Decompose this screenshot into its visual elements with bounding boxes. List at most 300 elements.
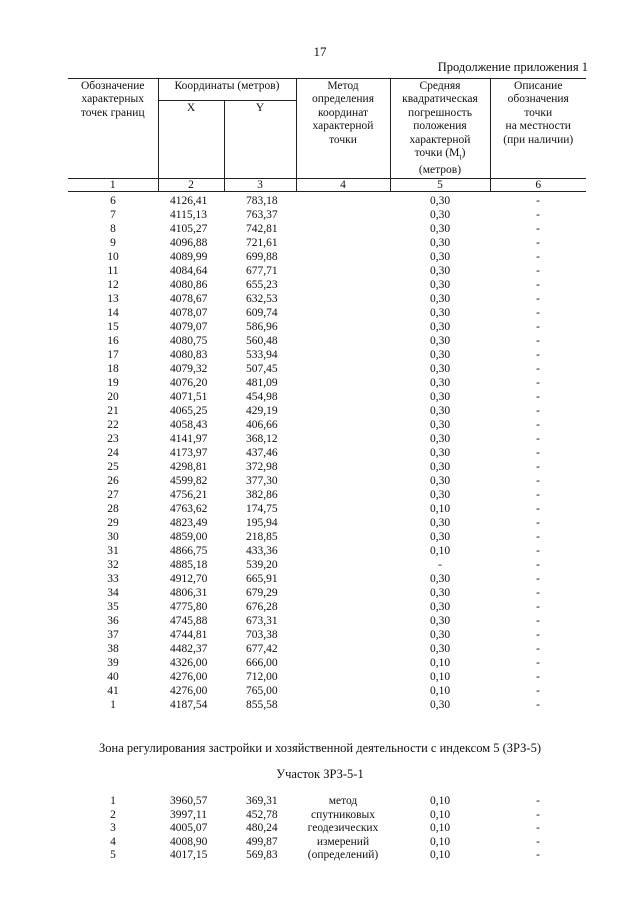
coord-y: 195,94 [246,517,278,530]
accuracy: 0,10 [429,503,451,516]
accuracy: 0,30 [429,643,451,656]
plot-coordinates-table [68,795,586,863]
description: - [536,601,540,614]
coord-x: 4806,31 [170,587,208,600]
description: - [536,587,540,600]
coord-y: 377,30 [246,475,278,488]
description: - [536,475,540,488]
description: - [536,573,540,586]
method-cell [296,362,390,376]
point-number: 10 [107,251,119,264]
point-number: 27 [107,489,119,502]
table-row [68,362,586,376]
accuracy: 0,10 [429,657,451,670]
accuracy: 0,30 [429,447,451,460]
table-row [68,849,586,863]
coord-x: 4763,62 [170,503,208,516]
coord-x: 4079,07 [170,321,208,334]
coord-x: 4105,27 [170,223,208,236]
coord-y: 481,09 [246,377,278,390]
accuracy: 0,30 [429,601,451,614]
accuracy: 0,30 [429,251,451,264]
description: - [536,699,540,712]
table-row [68,404,586,418]
coord-y: 632,53 [246,293,278,306]
accuracy: 0,30 [429,377,451,390]
point-number: 18 [107,363,119,376]
point-number: 41 [107,685,119,698]
coord-x: 4089,99 [170,251,208,264]
description: - [536,671,540,684]
coord-y: 783,18 [246,195,278,208]
coord-x: 4298,81 [170,461,208,474]
point-number: 25 [107,461,119,474]
coord-x: 4745,88 [170,615,208,628]
coord-y: 480,24 [246,822,278,835]
point-number: 14 [107,307,119,320]
description: - [536,489,540,502]
point-number: 40 [107,671,119,684]
description: - [536,251,540,264]
method: (определений) [307,849,379,862]
coord-y: 174,75 [246,503,278,516]
point-number: 3 [110,822,116,835]
method-cell [296,320,390,334]
method-cell [296,292,390,306]
coord-x: 4482,37 [170,643,208,656]
accuracy: 0,30 [429,419,451,432]
coord-y: 499,87 [246,835,278,848]
table-row [68,222,586,236]
coord-x: 4080,86 [170,279,208,292]
description: - [536,559,540,572]
method-cell [296,586,390,600]
method-cell [296,488,390,502]
accuracy: 0,30 [429,321,451,334]
method-cell [296,544,390,558]
coord-y: 763,37 [246,209,278,222]
accuracy: 0,10 [429,795,451,807]
coord-x: 4859,00 [170,531,208,544]
table-row [68,264,586,278]
col-number: 2 [158,179,224,192]
method-cell [296,460,390,474]
coord-x: 4115,13 [170,209,207,222]
accuracy: 0,30 [429,615,451,628]
coord-y: 539,20 [246,559,278,572]
point-number: 28 [107,503,119,516]
point-number: 2 [110,808,116,821]
coord-x: 4173,97 [170,447,208,460]
method-cell [296,530,390,544]
col-number: 3 [224,179,296,192]
description: - [536,503,540,516]
plot-coordinates-table-body [68,795,586,863]
point-number: 36 [107,615,119,628]
coord-y: 372,98 [246,461,278,474]
accuracy: 0,30 [429,223,451,236]
description: - [536,808,540,821]
method-cell [296,684,390,698]
accuracy: - [438,559,442,572]
coord-y: 433,36 [246,545,278,558]
col-number: 5 [390,179,490,192]
point-number: 32 [107,559,119,572]
point-number: 1 [110,795,116,807]
coord-y: 454,98 [246,391,278,404]
table-row [68,684,586,698]
point-number: 39 [107,657,119,670]
description: - [536,335,540,348]
table-row [68,390,586,404]
accuracy: 0,30 [429,517,451,530]
coord-y: 673,31 [246,615,278,628]
coord-x: 4276,00 [170,685,208,698]
table-row [68,656,586,670]
coord-y: 507,45 [246,363,278,376]
coord-x: 4008,90 [170,835,208,848]
coord-x: 4756,21 [170,489,208,502]
coord-x: 4084,64 [170,265,208,278]
method-cell [296,264,390,278]
point-number: 34 [107,587,119,600]
coord-x: 4912,70 [170,573,208,586]
accuracy: 0,10 [429,545,451,558]
coord-x: 3960,57 [170,795,208,807]
accuracy: 0,30 [429,349,451,362]
description: - [536,517,540,530]
coord-x: 4078,07 [170,307,208,320]
header-accuracy: Средняя квадратическая погрешность положения характерной точки $(M_t)$ (метров) [390,79,490,179]
coord-x: 4058,43 [170,419,208,432]
point-number: 5 [110,849,116,862]
table-row [68,460,586,474]
point-number: 12 [107,279,119,292]
accuracy: 0,10 [429,822,451,835]
point-number: 23 [107,433,119,446]
coord-y: 676,28 [246,601,278,614]
method: метод [328,795,358,807]
point-number: 9 [110,237,116,250]
table-row [68,418,586,432]
method-cell [296,670,390,684]
point-number: 24 [107,447,119,460]
coord-x: 4126,41 [170,195,208,208]
method-cell [296,250,390,264]
description: - [536,461,540,474]
coordinates-table-body [68,192,586,713]
coord-x: 4071,51 [170,391,208,404]
method-cell [296,278,390,292]
point-number: 1 [110,699,116,712]
accuracy: 0,30 [429,391,451,404]
accuracy: 0,30 [429,265,451,278]
point-number: 31 [107,545,119,558]
method-cell [296,446,390,460]
coord-y: 677,42 [246,643,278,656]
point-number: 26 [107,475,119,488]
method-cell [296,208,390,222]
method-cell [296,390,390,404]
method-cell [296,614,390,628]
header-point-designation: Обозначение характерных точек границ [68,79,158,179]
table-row [68,432,586,446]
accuracy: 0,10 [429,808,451,821]
method-cell [296,628,390,642]
header-x: X [158,101,224,179]
page-number: 17 [313,44,327,59]
table-row [68,502,586,516]
column-numbers-row [68,179,586,192]
accuracy: 0,10 [429,671,451,684]
table-row [68,642,586,656]
table-row [68,558,586,572]
description: - [536,279,540,292]
method-cell [296,600,390,614]
point-number: 29 [107,517,119,530]
method-cell [296,418,390,432]
coord-y: 533,94 [246,349,278,362]
table-row [68,250,586,264]
coord-y: 369,31 [246,795,278,807]
table-row [68,698,586,712]
description: - [536,321,540,334]
method-cell [296,432,390,446]
coord-y: 406,66 [246,419,278,432]
accuracy: 0,30 [429,433,451,446]
coord-x: 4080,75 [170,335,208,348]
accuracy: 0,30 [429,279,451,292]
table-row [68,278,586,292]
coord-x: 3997,11 [170,808,207,821]
accuracy: 0,30 [429,489,451,502]
description: - [536,405,540,418]
point-number: 21 [107,405,119,418]
method-cell [296,222,390,236]
point-number: 33 [107,573,119,586]
point-number: 19 [107,377,119,390]
coord-x: 4080,83 [170,349,208,362]
point-number: 8 [110,223,116,236]
col-number: 4 [296,179,390,192]
coord-y: 721,61 [246,237,278,250]
description: - [536,377,540,390]
point-number: 11 [107,265,119,278]
accuracy: 0,30 [429,195,451,208]
coord-x: 4885,18 [170,559,208,572]
accuracy: 0,10 [429,849,451,862]
accuracy: 0,30 [429,699,451,712]
description: - [536,265,540,278]
accuracy: 0,30 [429,531,451,544]
method-cell [296,572,390,586]
coord-y: 382,86 [246,489,278,502]
coord-y: 452,78 [246,808,278,821]
col-number: 6 [490,179,586,192]
point-number: 4 [110,835,116,848]
point-number: 30 [107,531,119,544]
coord-y: 677,71 [246,265,278,278]
coord-y: 218,85 [246,531,278,544]
description: - [536,307,540,320]
coordinates-table [68,78,586,712]
coord-x: 4076,20 [170,377,208,390]
coord-y: 699,88 [246,251,278,264]
coord-x: 4187,54 [170,699,208,712]
header-row [68,79,586,101]
table-row [68,836,586,850]
table-row [68,292,586,306]
coord-y: 679,29 [246,587,278,600]
description: - [536,419,540,432]
method-cell [296,698,390,712]
table-row [68,572,586,586]
table-row [68,376,586,390]
description: - [536,615,540,628]
coord-y: 765,00 [246,685,278,698]
description: - [536,237,540,250]
coord-y: 655,23 [246,279,278,292]
accuracy: 0,30 [429,307,451,320]
coord-y: 569,83 [246,849,278,862]
point-number: 38 [107,643,119,656]
method-cell [296,502,390,516]
table-row [68,306,586,320]
point-number: 6 [110,195,116,208]
header-method: Метод определения координат характерной точки [296,79,390,179]
accuracy: 0,30 [429,461,451,474]
coord-y: 855,58 [246,699,278,712]
table-row [68,614,586,628]
method-cell [296,348,390,362]
description: - [536,209,540,222]
plot-title: Участок ЗРЗ-5-1 [276,767,364,781]
method-cell [296,192,390,209]
coord-x: 4079,32 [170,363,208,376]
accuracy: 0,30 [429,237,451,250]
method-cell [296,404,390,418]
method-cell [296,236,390,250]
table-row [68,446,586,460]
point-number: 7 [110,209,116,222]
table-row [68,208,586,222]
coord-y: 586,96 [246,321,278,334]
table-row [68,236,586,250]
accuracy: 0,30 [429,405,451,418]
accuracy: 0,10 [429,685,451,698]
description: - [536,643,540,656]
table-row [68,822,586,836]
table-row [68,544,586,558]
method-cell [296,656,390,670]
accuracy: 0,30 [429,573,451,586]
coord-y: 437,46 [246,447,278,460]
description: - [536,223,540,236]
coord-x: 4078,67 [170,293,208,306]
coord-x: 4744,81 [170,629,208,642]
description: - [536,363,540,376]
table-row [68,334,586,348]
method-cell [296,558,390,572]
point-number: 13 [107,293,119,306]
method-cell [296,376,390,390]
table-row [68,795,586,809]
method-cell [296,516,390,530]
description: - [536,545,540,558]
table-row [68,809,586,823]
description: - [536,531,540,544]
method-cell [296,642,390,656]
description: - [536,835,540,848]
table-row [68,320,586,334]
point-number: 22 [107,419,119,432]
point-number: 20 [107,391,119,404]
coord-y: 703,38 [246,629,278,642]
header-description: Описание обозначения точки на местности (при наличии) [490,79,586,179]
description: - [536,849,540,862]
coord-y: 609,74 [246,307,278,320]
table-row [68,488,586,502]
coord-y: 742,81 [246,223,278,236]
accuracy: 0,30 [429,335,451,348]
coord-y: 429,19 [246,405,278,418]
coord-x: 4775,80 [170,601,208,614]
description: - [536,447,540,460]
table-row [68,600,586,614]
header-coordinates: Координаты (метров) [158,79,296,101]
description: - [536,685,540,698]
table-row [68,628,586,642]
point-number: 15 [107,321,119,334]
method-cell [296,334,390,348]
description: - [536,657,540,670]
method-cell [296,306,390,320]
description: - [536,349,540,362]
coord-x: 4017,15 [170,849,208,862]
description: - [536,433,540,446]
description: - [536,293,540,306]
accuracy: 0,10 [429,835,451,848]
coord-x: 4866,75 [170,545,208,558]
point-number: 37 [107,629,119,642]
coord-x: 4599,82 [170,475,208,488]
method: измерений [316,835,370,848]
coord-y: 368,12 [246,433,278,446]
method-cell [296,474,390,488]
coord-x: 4065,25 [170,405,208,418]
point-number: 17 [107,349,119,362]
point-number: 16 [107,335,119,348]
table-row [68,586,586,600]
accuracy: 0,30 [429,587,451,600]
coord-x: 4276,00 [170,671,208,684]
table-row [68,192,586,209]
continuation-note: Продолжение приложения 1 [437,60,588,74]
accuracy: 0,30 [429,363,451,376]
coord-y: 560,48 [246,335,278,348]
coord-x: 4326,00 [170,657,208,670]
accuracy: 0,30 [429,209,451,222]
table-row [68,516,586,530]
coord-x: 4005,07 [170,822,208,835]
accuracy: 0,30 [429,293,451,306]
table-row [68,530,586,544]
method: геодезических [307,822,379,835]
table-row [68,670,586,684]
table-row [68,348,586,362]
point-number: 35 [107,601,119,614]
coord-x: 4823,49 [170,517,208,530]
